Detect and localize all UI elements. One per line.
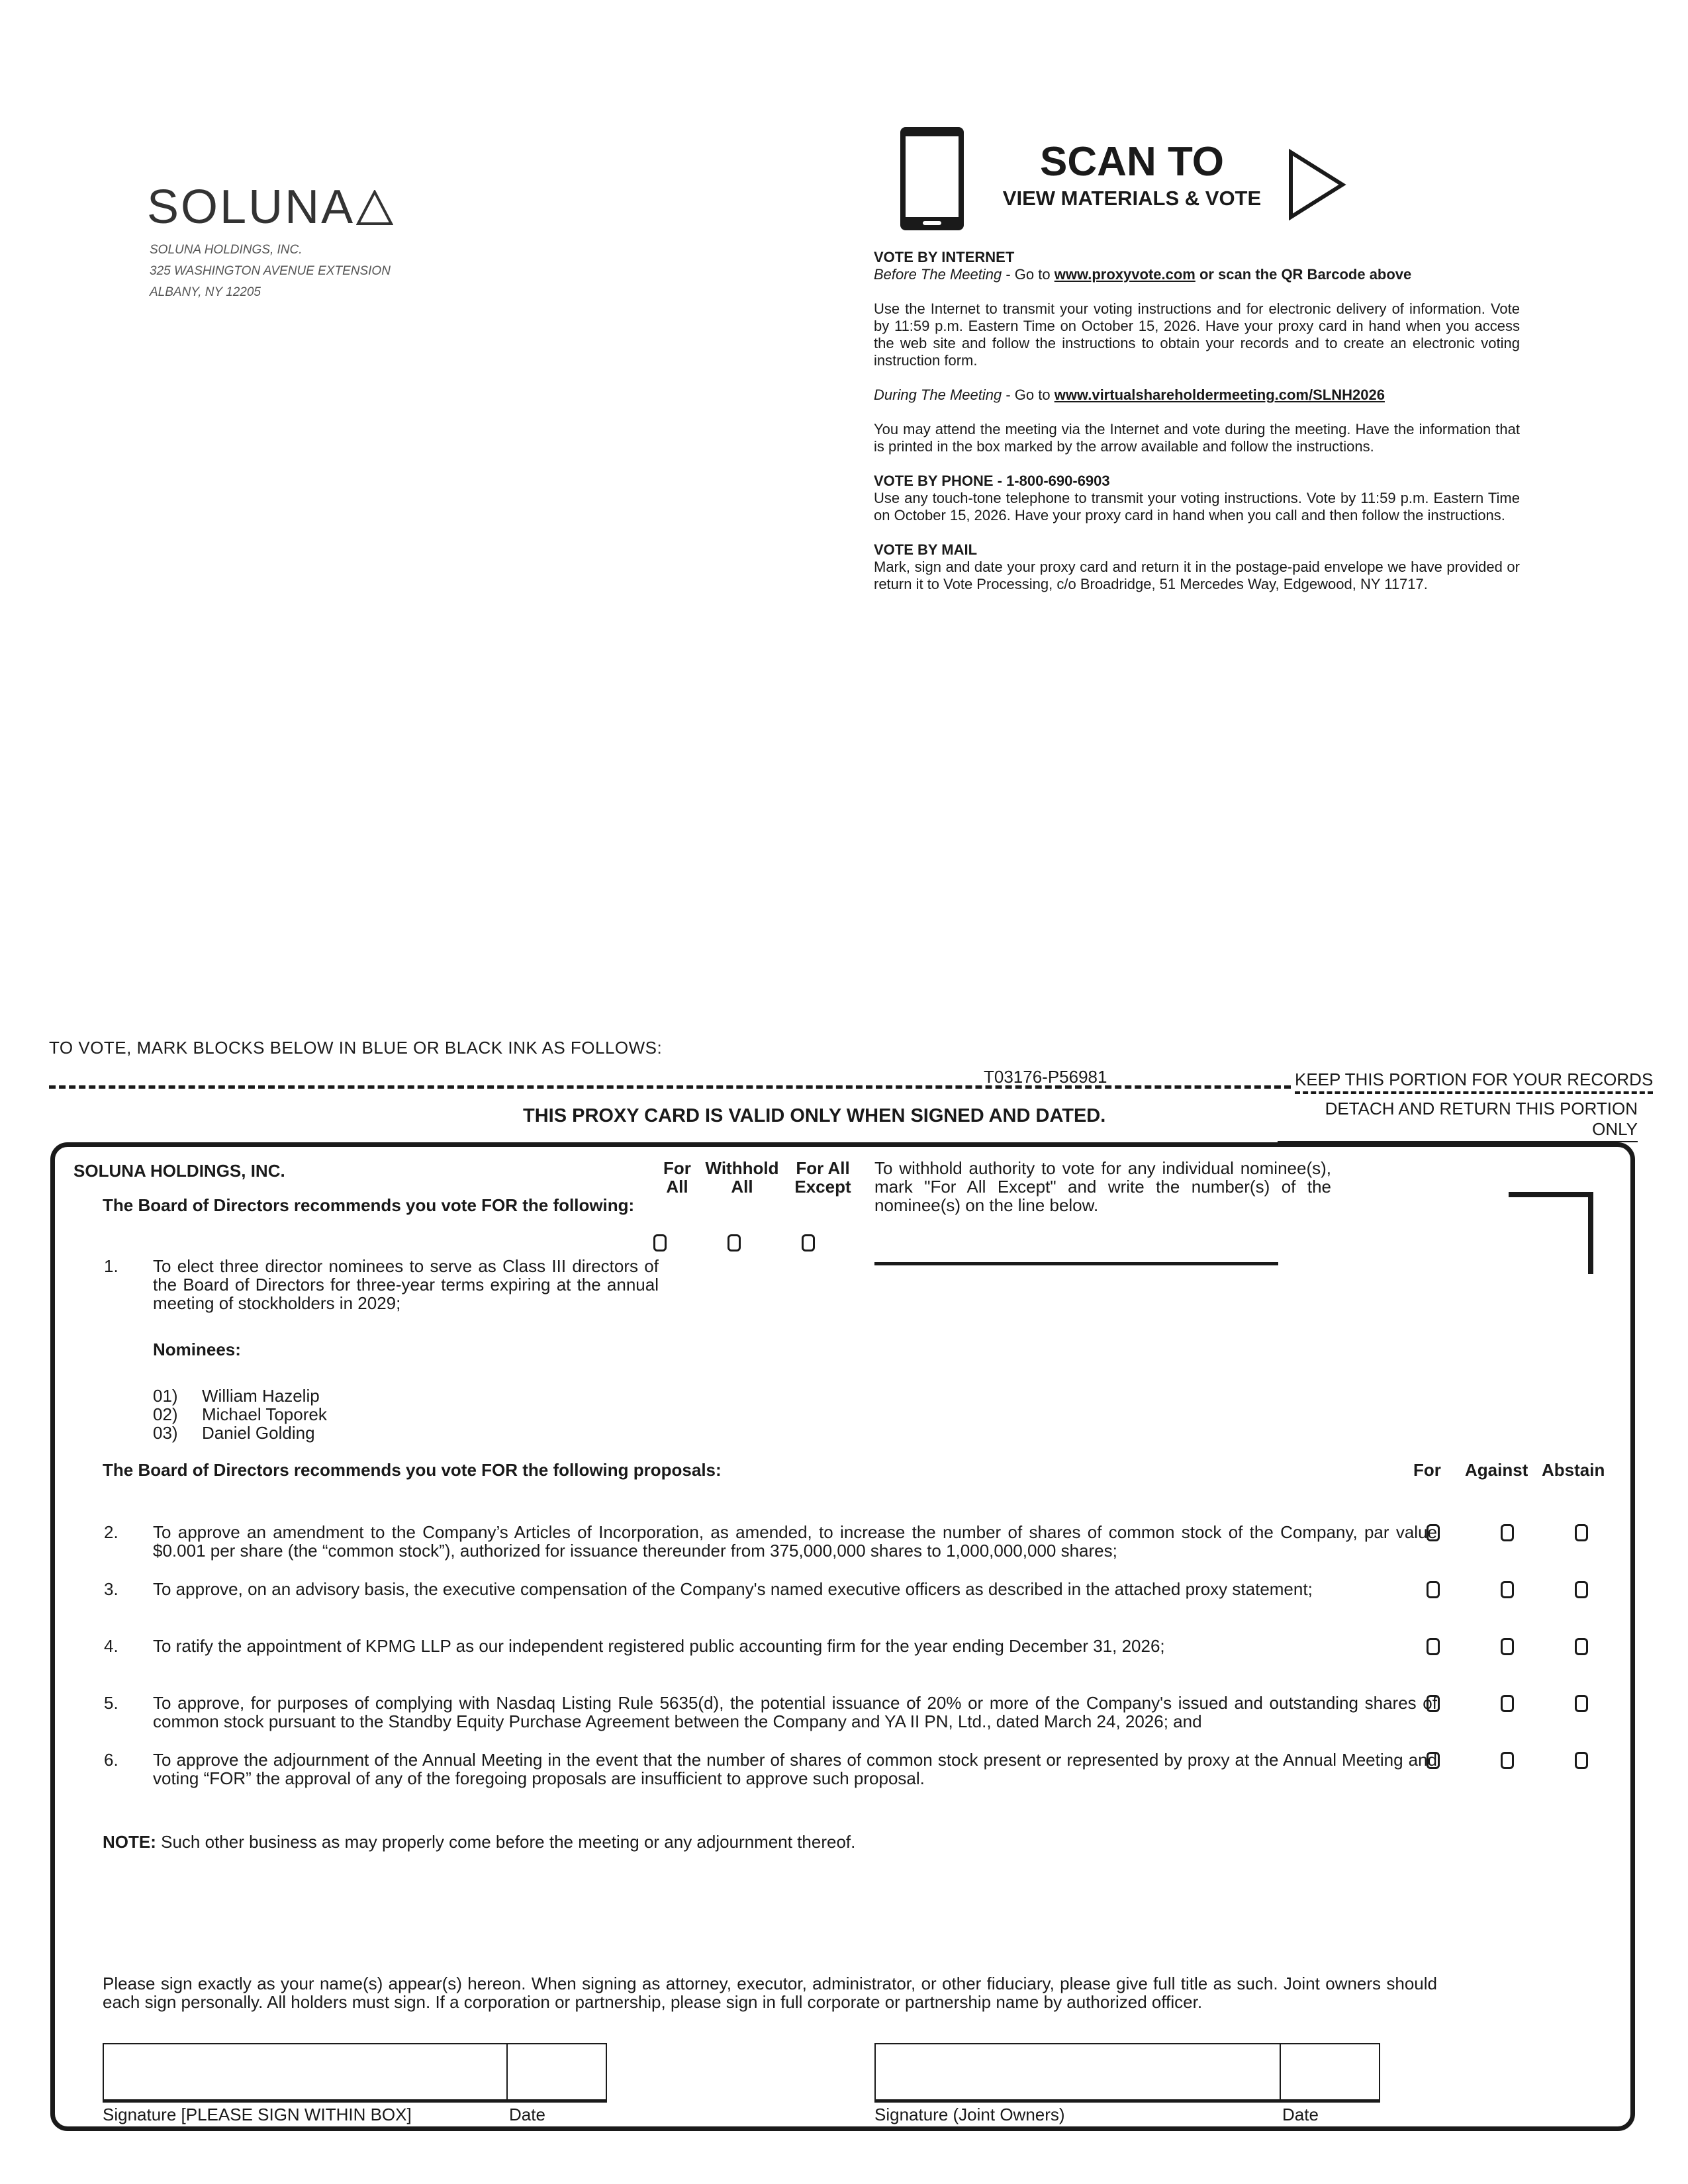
address-line-1: 325 WASHINGTON AVENUE EXTENSION xyxy=(150,264,391,278)
address-line-2: ALBANY, NY 12205 xyxy=(150,285,261,299)
scan-subtitle: VIEW MATERIALS & VOTE xyxy=(1002,187,1262,210)
item-1-number: 1. xyxy=(104,1256,118,1276)
col-for: For xyxy=(1413,1460,1441,1480)
checkbox-6-for[interactable] xyxy=(1427,1752,1440,1769)
detach-return-label: DETACH AND RETURN THIS PORTION ONLY xyxy=(1278,1099,1638,1142)
voting-instructions xyxy=(874,249,1520,610)
company-logo: SOLUNA xyxy=(147,180,393,237)
company-name-small: SOLUNA HOLDINGS, INC. xyxy=(150,243,303,257)
list-item: 02) Michael Toporek xyxy=(153,1404,327,1424)
corner-mark-icon xyxy=(1509,1192,1595,1281)
vote-internet-heading: VOTE BY INTERNET xyxy=(874,249,1015,265)
checkbox-5-against[interactable] xyxy=(1501,1695,1514,1712)
sign-instruction: Please sign exactly as your name(s) appear(s) hereon. When signing as attorney, executor, administrator, or other fiduciary, please give full title as such. Joint owners should each sign personally. All holders must sign. If a corporation or partnership, please sign in full corporate or partnership name by authorized officer. xyxy=(103,1974,1437,2012)
board-recommendation-2: The Board of Directors recommends you vote FOR the following proposals: xyxy=(103,1460,722,1480)
checkbox-3-for[interactable] xyxy=(1427,1581,1440,1598)
company-address xyxy=(150,240,391,303)
checkbox-for-all[interactable] xyxy=(653,1234,667,1251)
checkbox-3-abstain[interactable] xyxy=(1575,1581,1588,1598)
checkbox-2-abstain[interactable] xyxy=(1575,1524,1588,1541)
signature-box[interactable] xyxy=(103,2043,508,2103)
checkbox-5-for[interactable] xyxy=(1427,1695,1440,1712)
date-label: Date xyxy=(509,2105,545,2124)
col-abstain: Abstain xyxy=(1542,1460,1605,1480)
checkbox-6-abstain[interactable] xyxy=(1575,1752,1588,1769)
joint-signature-label: Signature (Joint Owners) xyxy=(874,2105,1065,2124)
checkbox-2-against[interactable] xyxy=(1501,1524,1514,1541)
col-for-all-except: For All Except xyxy=(794,1158,851,1197)
checkbox-for-all-except[interactable] xyxy=(802,1234,815,1251)
valid-notice: THIS PROXY CARD IS VALID ONLY WHEN SIGNED AND DATED. xyxy=(523,1105,1106,1126)
vote-mail-heading: VOTE BY MAIL xyxy=(874,541,978,558)
board-recommendation-1: The Board of Directors recommends you vote FOR the following: xyxy=(103,1195,635,1215)
joint-date-box[interactable] xyxy=(1280,2043,1380,2103)
vote-phone-heading: VOTE BY PHONE - 1-800-690-6903 xyxy=(874,473,1110,489)
nominee-list xyxy=(153,1387,327,1442)
withhold-note: To withhold authority to vote for any individual nominee(s), mark "For All Except" and write the number(s) of the nominee(s) on the line below. xyxy=(874,1158,1331,1215)
mark-instruction: TO VOTE, MARK BLOCKS BELOW IN BLUE OR BLACK INK AS FOLLOWS: xyxy=(49,1038,663,1058)
signature-label: Signature [PLEASE SIGN WITHIN BOX] xyxy=(103,2105,412,2124)
except-write-line[interactable] xyxy=(874,1262,1278,1265)
vote-phone: VOTE BY PHONE - 1-800-690-6903 Use any touch-tone telephone to transmit your voting instructions. Vote by 11:59 p.m. Eastern Time on October 15, 2026. Have your proxy card in hand when you call and then follow the instructions. xyxy=(874,473,1520,523)
vote-mail: VOTE BY MAIL Mark, sign and date your proxy card and return it in the postage-paid envelope we have provided or return it to Vote Processing, c/o Broadridge, 51 Mercedes Way, Edgewood, NY 11717. xyxy=(874,541,1520,592)
card-company-name: SOLUNA HOLDINGS, INC. xyxy=(73,1161,285,1181)
play-arrow-icon xyxy=(1287,148,1346,224)
virtual-meeting-link[interactable]: www.virtualshareholdermeeting.com/SLNH2026 xyxy=(1054,387,1385,403)
date-box[interactable] xyxy=(506,2043,607,2103)
item-1-text: To elect three director nominees to serve as Class III directors of the Board of Directors for three-year terms expiring at the annual meeting of stockholders in 2029; xyxy=(153,1256,659,1313)
scan-title: SCAN TO xyxy=(1040,139,1224,185)
joint-date-label: Date xyxy=(1282,2105,1319,2124)
list-item: 01) William Hazelip xyxy=(153,1386,320,1406)
checkbox-3-against[interactable] xyxy=(1501,1581,1514,1598)
triangle-logo-icon xyxy=(356,183,393,237)
checkbox-withhold-all[interactable] xyxy=(727,1234,741,1251)
checkbox-4-abstain[interactable] xyxy=(1575,1638,1588,1655)
checkbox-4-against[interactable] xyxy=(1501,1638,1514,1655)
checkbox-6-against[interactable] xyxy=(1501,1752,1514,1769)
nominees-label: Nominees: xyxy=(153,1340,241,1359)
proxyvote-link[interactable]: www.proxyvote.com xyxy=(1054,266,1196,283)
keep-portion-label: KEEP THIS PORTION FOR YOUR RECORDS xyxy=(1295,1069,1653,1094)
vote-internet-before: VOTE BY INTERNET Before The Meeting - Go to www.proxyvote.com or scan the QR Barcode above xyxy=(874,249,1520,283)
proxy-card: SOLUNA HOLDINGS, INC. The Board of Directors recommends you vote FOR the following: 1. To elect three director nominees to serve as Class III directors of the Board of Directors for three-year terms expiring at the annual meeting of stockholders in 2029; For All Withhold All For All Except To withhold authority to vote for any individual nominee(s), mark "For All Except" and write the number(s) of the nominee(s) on the line below. Nominees: 01) William Hazelip 02) Michael Toporek 03) Daniel Golding The Board of Directors recommends you vote FOR the following proposals: For Against Abstain 2. To approve an amendment to the Company’s Articles of Incorporation, as amended, to increase the number of shares of common stock of the Company, par value $0.001 per share (the “common stock”), authorized for issuance thereunder from 375,000,000 shares to 1,000,000,000 shares; 3. To approve, on an advisory basis, the executive compensation of the Company's named executive officers as described in the attached proxy statement; 4. To ratify the appointment of KPMG LLP as our independent registered public accounting firm for the year ending December 31, 2026; 5. To approve, for purposes of complying with Nasdaq Listing Rule 5635(d), the potential issuance of 20% or more of the Company's issued and outstanding shares of common stock pursuant to the Standby Equity Purchase Agreement between the Company and YA II PN, Ltd., dated March 24, 2026; and 6. To approve the adjournment of the Annual Meeting in the event that the number of shares of common stock present or represented by proxy at the Annual Meeting and voting “FOR” the approval of any of the foregoing proposals are insufficient to approve such proposal. NOTE: Such other business as may properly come before the meeting or any adjournment thereof. Please sign exactly as your name(s) appear(s) hereon. When signing as attorney, executor, administrator, or other fiduciary, please give full title as such. Joint owners should each sign personally. All holders must sign. If a corporation or partnership, please sign in full corporate or partnership name by authorized officer. Signature [PLEASE SIGN WITHIN BOX] Date Signature (Joint Owners) Date xyxy=(50,1142,1635,2131)
vote-internet-body: Use the Internet to transmit your voting instructions and for electronic delivery of information. Vote by 11:59 p.m. Eastern Time on October 15, 2026. Have your proxy card in hand when you access the web site and follow the instructions to obtain your records and to create an electronic voting instruction form. xyxy=(874,300,1520,369)
list-item: 03) Daniel Golding xyxy=(153,1423,315,1443)
col-against: Against xyxy=(1465,1460,1528,1480)
smartphone-icon xyxy=(899,126,965,235)
control-number: T03176-P56981 xyxy=(984,1067,1107,1087)
col-withhold-all: Withhold All xyxy=(705,1158,779,1197)
col-for-all: For All xyxy=(663,1158,691,1197)
vote-internet-during: During The Meeting - Go to www.virtualshareholdermeeting.com/SLNH2026 xyxy=(874,387,1385,403)
note: NOTE: Such other business as may properly come before the meeting or any adjournment thereof. xyxy=(103,1832,856,1852)
joint-signature-box[interactable] xyxy=(874,2043,1281,2103)
vote-during-body: You may attend the meeting via the Internet and vote during the meeting. Have the information that is printed in the box marked by the arrow available and follow the instructions. xyxy=(874,421,1520,455)
checkbox-2-for[interactable] xyxy=(1427,1524,1440,1541)
checkbox-4-for[interactable] xyxy=(1427,1638,1440,1655)
checkbox-5-abstain[interactable] xyxy=(1575,1695,1588,1712)
